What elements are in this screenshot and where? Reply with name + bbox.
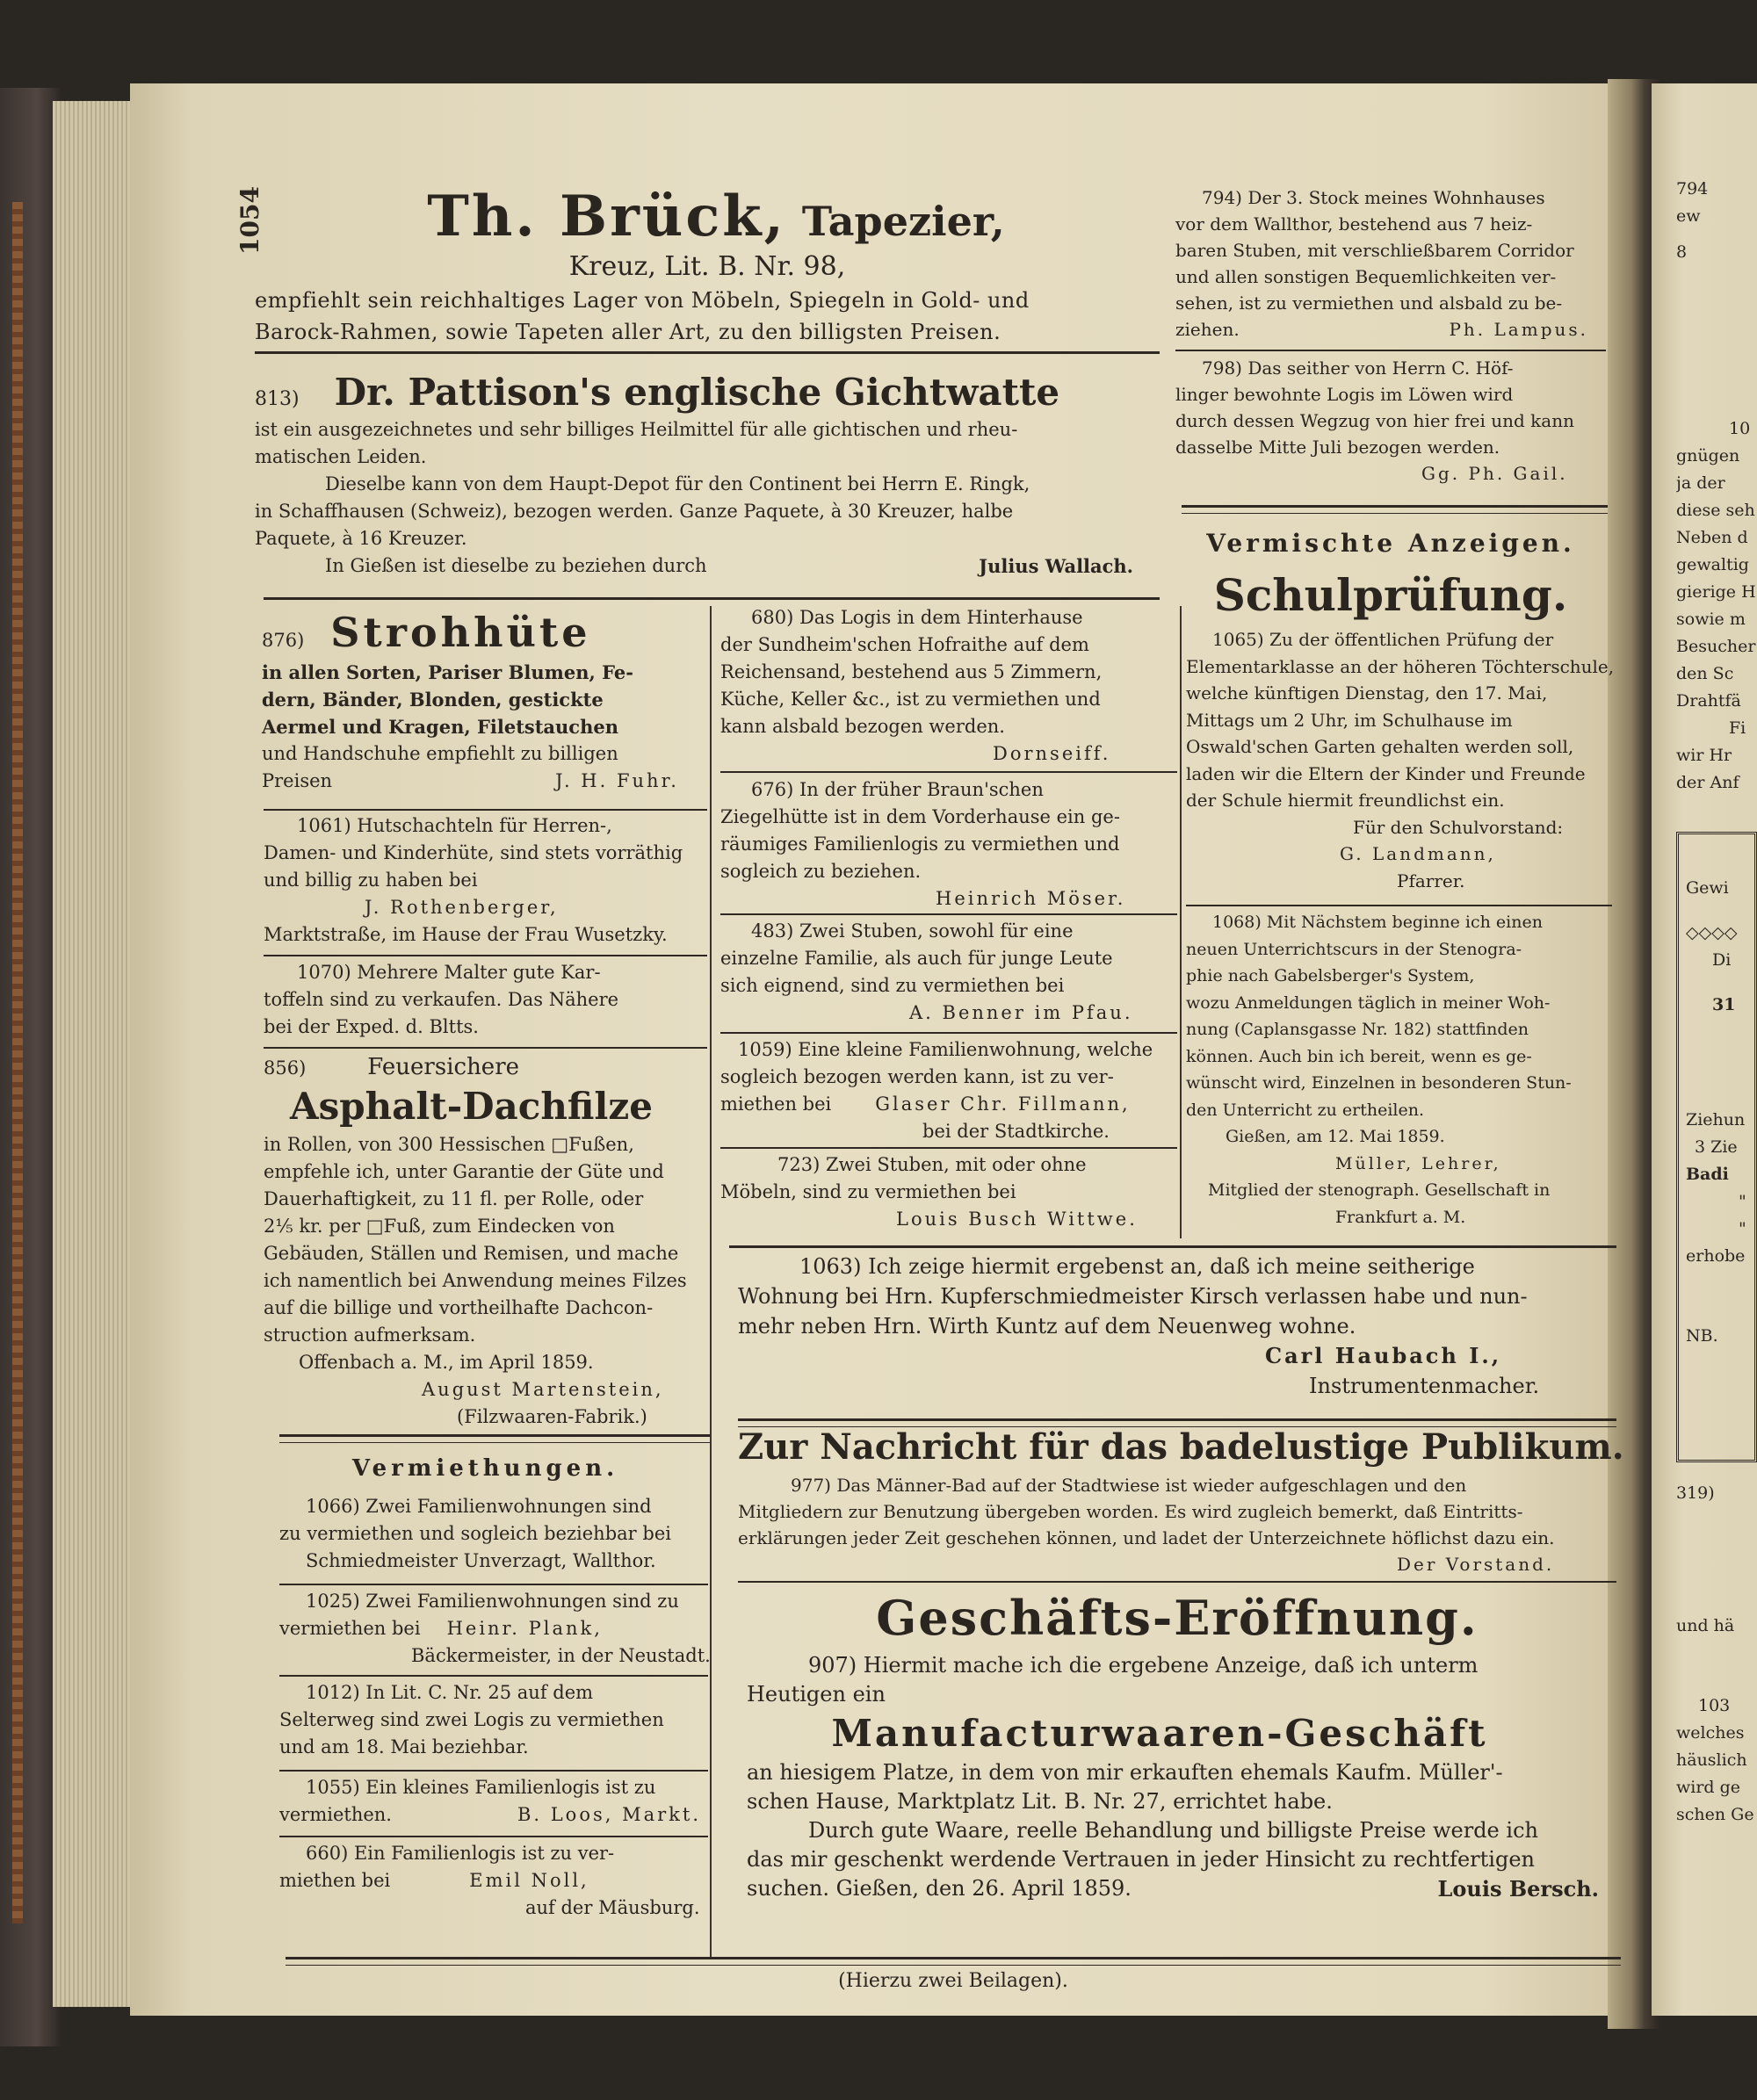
fragment: " bbox=[1739, 1192, 1746, 1211]
strohhute-title: Strohhüte bbox=[330, 609, 591, 656]
text-line: der Sundheim'schen Hofraithe auf dem bbox=[720, 634, 1089, 655]
text-line: linger bewohnte Logis im Löwen wird bbox=[1175, 384, 1514, 405]
badelustig-title: Zur Nachricht für das badelustige Publikum. bbox=[738, 1426, 1624, 1468]
geschaft-line-6: das mir geschenkt werdende Vertrauen in jeder Hinsicht zu rechtfertigen bbox=[747, 1847, 1535, 1872]
next-page-fragments bbox=[1676, 176, 1757, 1976]
bruck-line-1: empfiehlt sein reichhaltiges Lager von Möbeln, Spiegeln in Gold- und bbox=[255, 288, 1030, 313]
geschaft-line-2: Heutigen ein bbox=[747, 1682, 886, 1707]
rule bbox=[255, 351, 1160, 354]
geschaft-line-3: an hiesigem Platze, in dem von mir erkauften ehemals Kaufm. Müller'- bbox=[747, 1760, 1503, 1785]
fragment: 10 bbox=[1729, 419, 1751, 438]
vermiethungen-heading: Vermiethungen. bbox=[351, 1455, 619, 1482]
fragment: gierige H bbox=[1676, 582, 1756, 602]
fragment: welches bbox=[1676, 1723, 1745, 1743]
text-line: 1012) In Lit. C. Nr. 25 auf dem bbox=[306, 1682, 594, 1703]
stenographie-ad bbox=[1186, 909, 1612, 1230]
fragment: 3 Zie bbox=[1695, 1137, 1738, 1157]
text-line: 1065) Zu der öffentlichen Prüfung der bbox=[1212, 629, 1554, 650]
bruck-trade: Tapezier, bbox=[801, 198, 1005, 245]
strohhute-sign: J. H. Fuhr. bbox=[555, 770, 679, 791]
text-line: Selterweg sind zwei Logis zu vermiethen bbox=[279, 1709, 664, 1730]
strohhute-line-3: Aermel und Kragen, Filetstauchen bbox=[262, 716, 618, 738]
text-line: räumiges Familienlogis zu vermiethen und bbox=[720, 834, 1120, 855]
text-line: 1068) Mit Nächstem beginne ich einen bbox=[1212, 913, 1543, 932]
text-line: A. Benner im Pfau. bbox=[909, 1002, 1133, 1023]
ad-number: 856) bbox=[264, 1057, 307, 1079]
text-line: 794) Der 3. Stock meines Wohnhauses bbox=[1202, 187, 1545, 208]
text-line: Mitglied der stenograph. Gesellschaft in bbox=[1208, 1180, 1551, 1200]
text-line: bei der Stadtkirche. bbox=[922, 1121, 1110, 1142]
strohhute-line-2: dern, Bänder, Blonden, gestickte bbox=[262, 689, 604, 711]
asphalt-pre: Feuersichere bbox=[367, 1054, 520, 1080]
pattison-line-4: in Schaffhausen (Schweiz), bezogen werden. Ganze Paquete, à 30 Kreuzer, halbe bbox=[255, 501, 1014, 522]
vermiethungen-section bbox=[264, 1449, 707, 1488]
text-line: 723) Zwei Stuben, mit oder ohne bbox=[777, 1154, 1087, 1175]
text-line: Glaser Chr. Fillmann, bbox=[875, 1093, 1131, 1115]
text-line: miethen bei bbox=[720, 1093, 832, 1115]
pattison-line-5: Paquete, à 16 Kreuzer. bbox=[255, 528, 467, 549]
text-line: Ph. Lampus. bbox=[1449, 319, 1588, 340]
hutschachteln-line-2: Damen- und Kinderhüte, sind stets vorräthig bbox=[264, 842, 683, 863]
text-line: durch dessen Wegzug von hier frei und kann bbox=[1175, 410, 1574, 431]
hutschachteln-line-3: und billig zu haben bei bbox=[264, 870, 478, 891]
fragment: ja der bbox=[1676, 473, 1725, 493]
next-page-box bbox=[1676, 832, 1757, 1462]
fragment: Di bbox=[1712, 950, 1732, 970]
text-line: Küche, Keller &c., ist zu vermiethen und bbox=[720, 689, 1101, 710]
strohhute-ad bbox=[262, 606, 705, 795]
pattison-line-2: matischen Leiden. bbox=[255, 446, 427, 467]
geschaft-title: Geschäfts-Eröffnung. bbox=[876, 1590, 1479, 1646]
text-line: sehen, ist zu vermiethen und alsbald zu be- bbox=[1175, 292, 1563, 314]
text-line: wünscht wird, Einzelnen in besonderen Stun- bbox=[1186, 1073, 1572, 1093]
geschaft-ad bbox=[747, 1651, 1625, 1903]
fragment: häuslich bbox=[1676, 1750, 1747, 1770]
fragment: Badi bbox=[1686, 1165, 1729, 1184]
text-line: Für den Schulvorstand: bbox=[1353, 816, 1564, 838]
text-line: Mittags um 2 Uhr, im Schulhause im bbox=[1186, 709, 1513, 731]
hutschachteln-line-5: Marktstraße, im Hause der Frau Wusetzky. bbox=[264, 924, 668, 945]
text-line: vermiethen bei bbox=[279, 1618, 421, 1639]
fragment: Besucher bbox=[1676, 637, 1756, 656]
rule bbox=[264, 597, 1160, 600]
text-line: sogleich zu beziehen. bbox=[720, 861, 922, 882]
ad-number: 813) bbox=[255, 388, 300, 410]
fragment: Drahtfä bbox=[1676, 691, 1741, 711]
fragment: NB. bbox=[1686, 1326, 1718, 1346]
text-line: Heinrich Möser. bbox=[936, 888, 1126, 909]
bruck-title: Th. Brück, bbox=[427, 184, 786, 249]
text-line: Dornseiff. bbox=[993, 743, 1111, 764]
fragment: 794 bbox=[1676, 179, 1709, 198]
fragment: Ziehun bbox=[1686, 1110, 1746, 1129]
stuben-483 bbox=[720, 918, 1173, 1027]
rule bbox=[264, 955, 707, 956]
fragment: 8 bbox=[1676, 242, 1688, 262]
geschaft-line-1: 907) Hiermit mache ich die ergebene Anzeige, daß ich unterm bbox=[808, 1653, 1479, 1678]
text-line: 1055) Ein kleines Familienlogis ist zu bbox=[306, 1777, 656, 1798]
asphalt-line-9: Offenbach a. M., im April 1859. bbox=[299, 1352, 594, 1373]
ad-number: 876) bbox=[262, 630, 305, 651]
text-line: Frankfurt a. M. bbox=[1335, 1207, 1466, 1227]
fragment: erhobe bbox=[1686, 1246, 1746, 1266]
rule bbox=[738, 1581, 1616, 1583]
fragment: Gewi bbox=[1686, 878, 1729, 898]
vermiethung-1012 bbox=[279, 1679, 710, 1761]
vermiethung-1066 bbox=[279, 1493, 710, 1575]
text-line: Reichensand, bestehend aus 5 Zimmern, bbox=[720, 661, 1103, 682]
column-divider bbox=[710, 606, 712, 1959]
asphalt-line-4: 2⅕ kr. per □Fuß, zum Eindecken von bbox=[264, 1216, 615, 1237]
schulprufung-ad bbox=[1186, 626, 1615, 894]
text-line: Möbeln, sind zu vermiethen bei bbox=[720, 1181, 1016, 1202]
rule bbox=[720, 913, 1177, 915]
text-line: auf der Mäusburg. bbox=[525, 1897, 700, 1918]
cover-marbled-edge bbox=[12, 202, 23, 1923]
text-line: 483) Zwei Stuben, sowohl für eine bbox=[751, 920, 1074, 942]
page-stack bbox=[53, 101, 136, 2007]
logis-676 bbox=[720, 776, 1173, 913]
rule bbox=[279, 1584, 708, 1585]
bruck-address: Kreuz, Lit. B. Nr. 98, bbox=[568, 251, 846, 282]
fragment: und hä bbox=[1676, 1616, 1735, 1635]
pattison-line-3: Dieselbe kann von dem Haupt-Depot für den Continent bei Herrn E. Ringk, bbox=[325, 473, 1030, 494]
rule bbox=[264, 1047, 707, 1049]
text-line: und allen sonstigen Bequemlichkeiten ver- bbox=[1175, 266, 1557, 287]
geschaft-sign: Louis Bersch. bbox=[1437, 1876, 1599, 1902]
pattison-ad bbox=[255, 369, 1160, 580]
fragment: der Anf bbox=[1676, 773, 1739, 792]
fragment: Neben d bbox=[1676, 528, 1748, 547]
text-line: neuen Unterrichtscurs in der Stenogra- bbox=[1186, 939, 1522, 959]
fragment: 319) bbox=[1676, 1483, 1715, 1503]
text-line: B. Loos, Markt. bbox=[517, 1804, 701, 1825]
rule bbox=[720, 771, 1177, 773]
rule bbox=[1175, 350, 1606, 351]
haubach-sign-2: Instrumentenmacher. bbox=[1309, 1374, 1540, 1398]
text-line: 798) Das seither von Herrn C. Höf- bbox=[1202, 357, 1514, 379]
schulprufung-title: Schulprüfung. bbox=[1213, 569, 1568, 621]
asphalt-line-1: in Rollen, von 300 Hessischen □Fußen, bbox=[264, 1134, 634, 1155]
haubach-ad bbox=[738, 1252, 1625, 1401]
text-line: dasselbe Mitte Juli bezogen werden. bbox=[1175, 437, 1500, 458]
text-line: laden wir die Eltern der Kinder und Freunde bbox=[1186, 762, 1586, 784]
badelustig-line-2: Mitgliedern zur Benutzung übergeben worden. Es wird zugleich bemerkt, daß Eintritts- bbox=[738, 1501, 1523, 1522]
asphalt-line-3: Dauerhaftigkeit, zu 11 fl. per Rolle, oder bbox=[264, 1188, 644, 1209]
text-line: Gießen, am 12. Mai 1859. bbox=[1226, 1127, 1445, 1146]
kartoffeln-ad bbox=[264, 959, 707, 1041]
asphalt-line-5: Gebäuden, Ställen und Remisen, und mache bbox=[264, 1243, 679, 1264]
asphalt-ad bbox=[264, 1054, 707, 1431]
bruck-ad bbox=[255, 184, 1160, 348]
kartoffeln-line-3: bei der Exped. d. Bltts. bbox=[264, 1016, 479, 1037]
pattison-line-1: ist ein ausgezeichnetes und sehr billiges Heilmittel für alle gichtischen und rheu- bbox=[255, 419, 1018, 440]
vermiethung-1055 bbox=[279, 1774, 710, 1829]
text-line: Emil Noll, bbox=[469, 1870, 589, 1891]
text-line: vor dem Wallthor, bestehend aus 7 heiz- bbox=[1175, 213, 1533, 235]
haubach-sign-1: Carl Haubach I., bbox=[1265, 1343, 1502, 1368]
pattison-title: Dr. Pattison's englische Gichtwatte bbox=[334, 371, 1060, 414]
geschaft-subtitle: Manufacturwaaren-Geschäft bbox=[831, 1712, 1488, 1755]
stock-794 bbox=[1175, 184, 1615, 343]
double-rule bbox=[286, 1957, 1621, 1966]
text-line: 676) In der früher Braun'schen bbox=[751, 779, 1044, 800]
asphalt-title: Asphalt-Dachfilze bbox=[290, 1085, 653, 1128]
kartoffeln-line-1: 1070) Mehrere Malter gute Kar- bbox=[297, 962, 601, 983]
badelustig-sign: Der Vorstand. bbox=[1397, 1554, 1555, 1575]
asphalt-sign-1: August Martenstein, bbox=[422, 1379, 664, 1400]
fragment: diese seh bbox=[1676, 501, 1755, 520]
diamond-ornament: ◇◇◇◇ bbox=[1686, 923, 1738, 942]
text-line: Louis Busch Wittwe. bbox=[896, 1209, 1138, 1230]
rule bbox=[1186, 905, 1612, 906]
double-rule bbox=[1182, 505, 1608, 514]
text-line: wozu Anmeldungen täglich in meiner Woh- bbox=[1186, 992, 1551, 1013]
haubach-line-3: mehr neben Hrn. Wirth Kuntz auf dem Neuenweg wohne. bbox=[738, 1314, 1356, 1339]
pattison-sign: Julius Wallach. bbox=[979, 555, 1133, 577]
logis-680 bbox=[720, 604, 1173, 768]
rule bbox=[279, 1770, 708, 1772]
rule bbox=[264, 809, 707, 811]
text-line: vermiethen. bbox=[279, 1804, 392, 1825]
haubach-line-1: 1063) Ich zeige hiermit ergebenst an, daß ich meine seitherige bbox=[799, 1254, 1475, 1279]
text-line: Gg. Ph. Gail. bbox=[1421, 463, 1568, 484]
text-line: den Unterricht zu ertheilen. bbox=[1186, 1100, 1425, 1120]
text-line: können. Auch bin ich bereit, wenn es ge- bbox=[1186, 1046, 1532, 1066]
fragment: gewaltig bbox=[1676, 555, 1749, 574]
fragment: wir Hr bbox=[1676, 746, 1732, 765]
text-line: 1066) Zwei Familienwohnungen sind bbox=[306, 1496, 652, 1517]
text-line: Schmiedmeister Unverzagt, Wallthor. bbox=[306, 1550, 656, 1571]
vermischte-heading: Vermischte Anzeigen. bbox=[1206, 529, 1575, 558]
asphalt-line-7: auf die billige und vortheilhafte Dachcon- bbox=[264, 1297, 654, 1318]
kartoffeln-line-2: toffeln sind zu verkaufen. Das Nähere bbox=[264, 989, 619, 1010]
double-rule bbox=[279, 1434, 710, 1443]
column-divider bbox=[1180, 606, 1182, 1238]
asphalt-line-2: empfehle ich, unter Garantie der Güte und bbox=[264, 1161, 664, 1182]
text-line: sich eignend, sind zu vermiethen bei bbox=[720, 975, 1065, 996]
text-line: welche künftigen Dienstag, den 17. Mai, bbox=[1186, 682, 1548, 704]
text-line: einzelne Familie, als auch für junge Leute bbox=[720, 948, 1113, 969]
geschaft-line-5: Durch gute Waare, reelle Behandlung und billigste Preise werde ich bbox=[808, 1818, 1538, 1843]
fragment: schen Ge bbox=[1676, 1805, 1754, 1824]
text-line: phie nach Gabelsberger's System, bbox=[1186, 966, 1475, 985]
text-line: miethen bei bbox=[279, 1870, 391, 1891]
text-line: 1025) Zwei Familienwohnungen sind zu bbox=[306, 1591, 679, 1612]
text-line: ziehen. bbox=[1175, 319, 1240, 340]
text-line: Pfarrer. bbox=[1397, 870, 1465, 891]
rule bbox=[720, 1147, 1177, 1149]
vermiethung-660 bbox=[279, 1840, 710, 1922]
text-line: Oswald'schen Garten gehalten werden soll, bbox=[1186, 736, 1574, 757]
hutschachteln-ad bbox=[264, 812, 707, 949]
text-line: G. Landmann, bbox=[1340, 843, 1496, 864]
text-line: Elementarklasse an der höheren Töchterschule, bbox=[1186, 655, 1615, 677]
fragment: 31 bbox=[1712, 995, 1736, 1014]
text-line: Bäckermeister, in der Neustadt. bbox=[411, 1645, 711, 1666]
strohhute-line-4: und Handschuhe empfiehlt zu billigen bbox=[262, 743, 618, 764]
strohhute-line-5: Preisen bbox=[262, 770, 333, 791]
text-line: zu vermiethen und sogleich beziehbar bei bbox=[279, 1523, 671, 1544]
badelustig-line-1: 977) Das Männer-Bad auf der Stadtwiese ist wieder aufgeschlagen und den bbox=[791, 1475, 1467, 1496]
strohhute-line-1: in allen Sorten, Pariser Blumen, Fe- bbox=[262, 661, 633, 683]
geschaft-line-7: suchen. Gießen, den 26. April 1859. bbox=[747, 1876, 1132, 1901]
fragment: ew bbox=[1676, 206, 1701, 226]
pattison-line-6: In Gießen ist dieselbe zu beziehen durch bbox=[325, 555, 707, 576]
text-line: der Schule hiermit freundlichst ein. bbox=[1186, 790, 1505, 811]
text-line: sogleich bezogen werden kann, ist zu ver- bbox=[720, 1066, 1114, 1087]
badelustig-line-3: erklärungen jeder Zeit geschehen können, und ladet der Unterzeichnete höflichst dazu ein. bbox=[738, 1527, 1555, 1548]
text-line: 660) Ein Familienlogis ist zu ver- bbox=[306, 1843, 615, 1864]
text-line: baren Stuben, mit verschließbarem Corridor bbox=[1175, 240, 1574, 261]
hutschachteln-line-4: J. Rothenberger, bbox=[365, 897, 559, 918]
rule bbox=[279, 1836, 708, 1837]
rule bbox=[729, 1245, 1616, 1248]
wohnung-1059 bbox=[720, 1036, 1173, 1145]
rule bbox=[279, 1675, 708, 1677]
text-line: Müller, Lehrer, bbox=[1335, 1153, 1501, 1173]
rule bbox=[720, 1032, 1177, 1034]
geschaft-line-4: schen Hause, Marktplatz Lit. B. Nr. 27, errichtet habe. bbox=[747, 1789, 1333, 1814]
fragment: den Sc bbox=[1676, 664, 1734, 683]
fragment: wird ge bbox=[1676, 1778, 1741, 1797]
text-line: 680) Das Logis in dem Hinterhause bbox=[751, 607, 1083, 628]
asphalt-line-8: struction aufmerksam. bbox=[264, 1324, 476, 1346]
stuben-723 bbox=[720, 1151, 1173, 1233]
fragment: Fi bbox=[1729, 718, 1746, 738]
fragment: sowie m bbox=[1676, 610, 1746, 629]
text-line: und am 18. Mai beziehbar. bbox=[279, 1736, 529, 1757]
logis-798 bbox=[1175, 355, 1615, 487]
text-line: nung (Caplansgasse Nr. 182) stattfinden bbox=[1186, 1020, 1529, 1039]
fragment: gnügen bbox=[1676, 446, 1740, 465]
hutschachteln-line-1: 1061) Hutschachteln für Herren-, bbox=[297, 815, 612, 836]
fragment: " bbox=[1739, 1219, 1746, 1238]
asphalt-line-6: ich namentlich bei Anwendung meines Filzes bbox=[264, 1270, 687, 1291]
vermiethung-1025 bbox=[279, 1588, 710, 1670]
footer-note: (Hierzu zwei Beilagen). bbox=[838, 1970, 1068, 1992]
fragment: 103 bbox=[1698, 1696, 1731, 1715]
asphalt-sign-2: (Filzwaaren-Fabrik.) bbox=[457, 1406, 647, 1427]
text-line: Heinr. Plank, bbox=[446, 1618, 603, 1639]
page-number: 1054 bbox=[235, 186, 264, 255]
text-line: kann alsbald bezogen werden. bbox=[720, 716, 1005, 737]
badelustig-ad bbox=[738, 1472, 1625, 1577]
haubach-line-2: Wohnung bei Hrn. Kupferschmiedmeister Kirsch verlassen habe und nun- bbox=[738, 1284, 1528, 1309]
text-line: Ziegelhütte ist in dem Vorderhause ein ge- bbox=[720, 806, 1120, 827]
bruck-line-2: Barock-Rahmen, sowie Tapeten aller Art, zu den billigsten Preisen. bbox=[255, 320, 1001, 344]
text-line: 1059) Eine kleine Familienwohnung, welche bbox=[738, 1039, 1153, 1060]
